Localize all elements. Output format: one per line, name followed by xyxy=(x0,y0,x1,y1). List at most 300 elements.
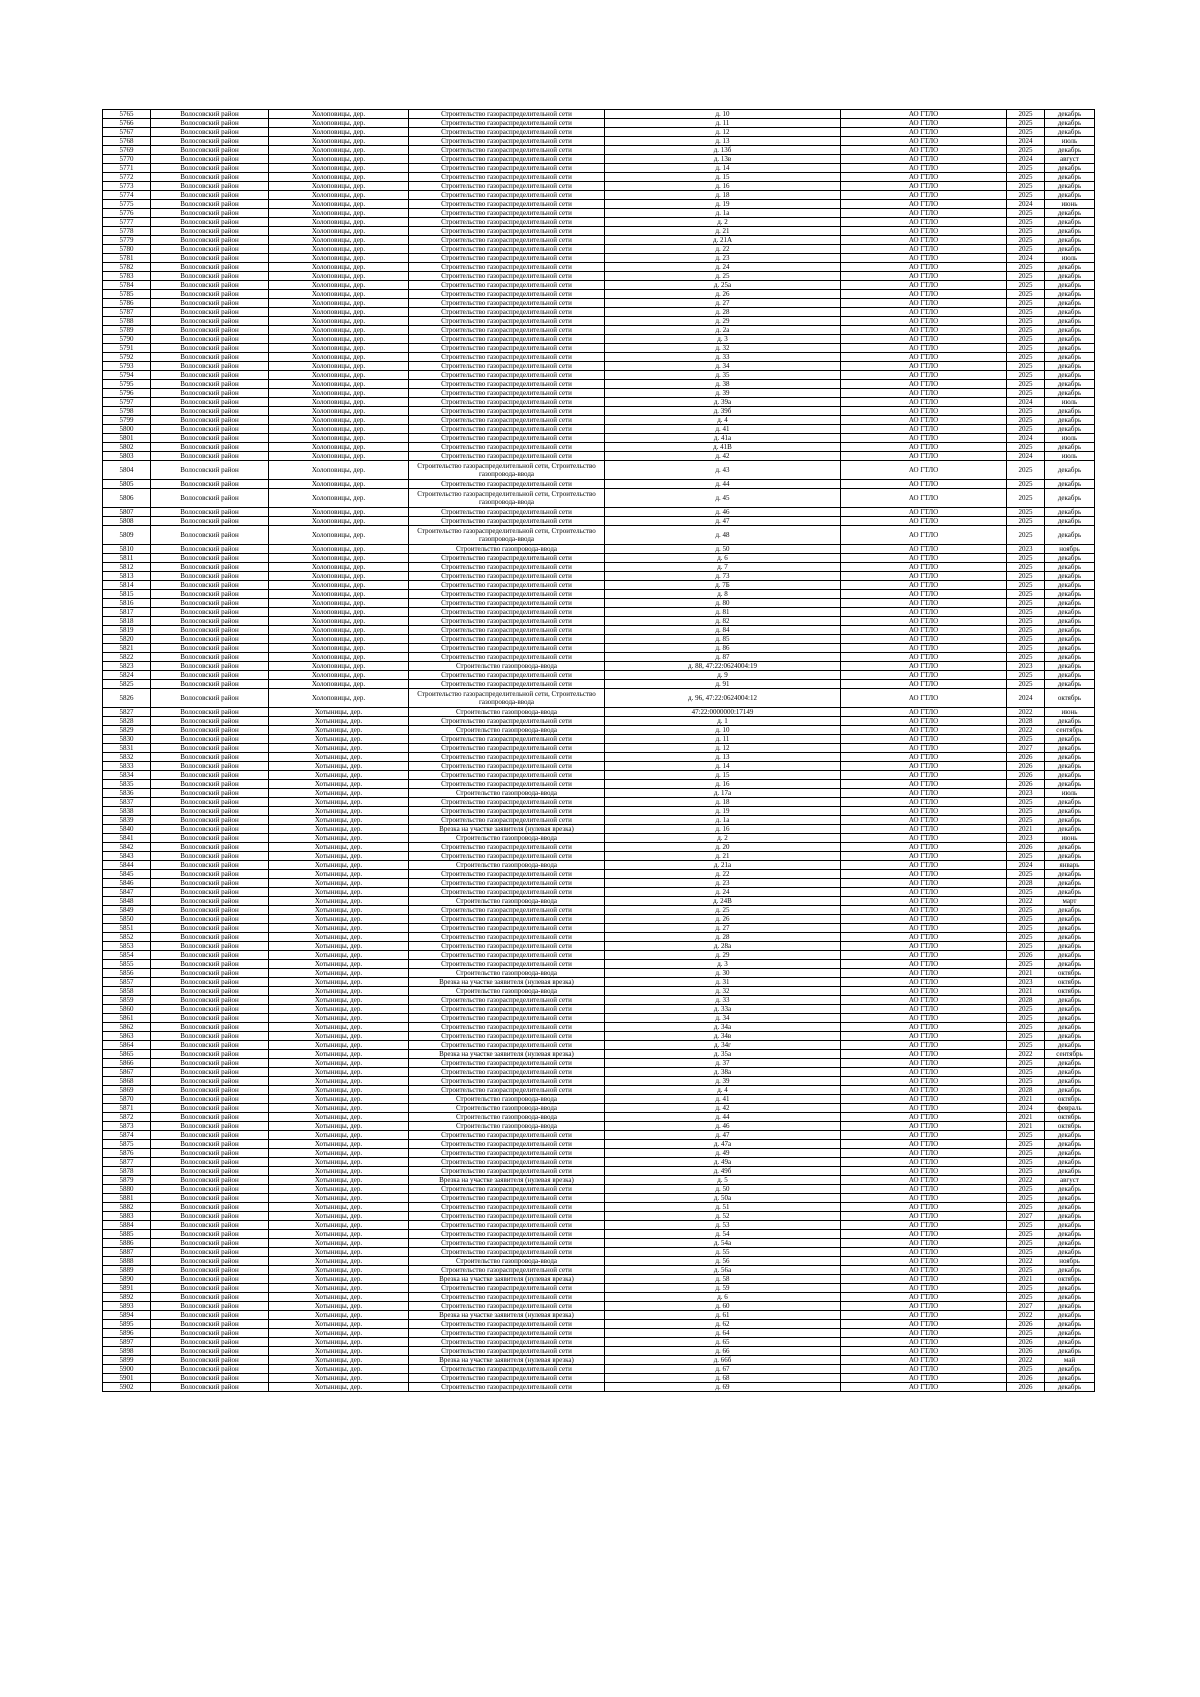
row-number: 5821 xyxy=(103,644,151,653)
row-number: 5783 xyxy=(103,272,151,281)
year-cell: 2025 xyxy=(1007,245,1045,254)
contractor-cell: АО ГТЛО xyxy=(841,209,1007,218)
district-cell: Волосовский район xyxy=(151,617,269,626)
table-row xyxy=(103,599,1095,608)
work-type-cell: Строительство газораспределительной сети xyxy=(409,209,605,218)
district-cell: Волосовский район xyxy=(151,263,269,272)
month-cell: декабрь xyxy=(1045,335,1095,344)
table-row xyxy=(103,635,1095,644)
row-number: 5894 xyxy=(103,1311,151,1320)
contractor-cell: АО ГТЛО xyxy=(841,182,1007,191)
year-cell: 2021 xyxy=(1007,969,1045,978)
settlement-cell: Хотыницы, дер. xyxy=(269,978,409,987)
table-row xyxy=(103,236,1095,245)
settlement-cell: Холоповицы, дер. xyxy=(269,335,409,344)
settlement-cell: Холоповицы, дер. xyxy=(269,155,409,164)
work-type-cell: Строительство газораспределительной сети xyxy=(409,951,605,960)
year-cell: 2024 xyxy=(1007,254,1045,263)
contractor-cell: АО ГТЛО xyxy=(841,545,1007,554)
table-row xyxy=(103,1050,1095,1059)
settlement-cell: Холоповицы, дер. xyxy=(269,128,409,137)
district-cell: Волосовский район xyxy=(151,508,269,517)
contractor-cell: АО ГТЛО xyxy=(841,906,1007,915)
district-cell: Волосовский район xyxy=(151,1032,269,1041)
contractor-cell: АО ГТЛО xyxy=(841,708,1007,717)
year-cell: 2025 xyxy=(1007,599,1045,608)
year-cell: 2025 xyxy=(1007,1023,1045,1032)
row-number: 5889 xyxy=(103,1266,151,1275)
contractor-cell: АО ГТЛО xyxy=(841,281,1007,290)
settlement-cell: Холоповицы, дер. xyxy=(269,653,409,662)
table-row xyxy=(103,572,1095,581)
settlement-cell: Холоповицы, дер. xyxy=(269,389,409,398)
row-number: 5901 xyxy=(103,1374,151,1383)
work-type-cell: Строительство газораспределительной сети xyxy=(409,335,605,344)
district-cell: Волосовский район xyxy=(151,753,269,762)
settlement-cell: Холоповицы, дер. xyxy=(269,581,409,590)
table-row xyxy=(103,608,1095,617)
contractor-cell: АО ГТЛО xyxy=(841,489,1007,508)
settlement-cell: Холоповицы, дер. xyxy=(269,398,409,407)
month-cell: декабрь xyxy=(1045,671,1095,680)
contractor-cell: АО ГТЛО xyxy=(841,816,1007,825)
month-cell: декабрь xyxy=(1045,128,1095,137)
address-cell: д. 81 xyxy=(605,608,841,617)
table-row xyxy=(103,1068,1095,1077)
year-cell: 2025 xyxy=(1007,526,1045,545)
work-type-cell: Строительство газораспределительной сети xyxy=(409,1338,605,1347)
year-cell: 2025 xyxy=(1007,1131,1045,1140)
contractor-cell: АО ГТЛО xyxy=(841,969,1007,978)
contractor-cell: АО ГТЛО xyxy=(841,1104,1007,1113)
row-number: 5792 xyxy=(103,353,151,362)
address-cell: д. 14 xyxy=(605,762,841,771)
district-cell: Волосовский район xyxy=(151,1185,269,1194)
table-row xyxy=(103,1014,1095,1023)
contractor-cell: АО ГТЛО xyxy=(841,996,1007,1005)
month-cell: октябрь xyxy=(1045,1113,1095,1122)
work-type-cell: Врезка на участке заявителя (нулевая врезка) xyxy=(409,825,605,834)
address-cell: д. 80 xyxy=(605,599,841,608)
contractor-cell: АО ГТЛО xyxy=(841,1122,1007,1131)
work-type-cell: Строительство газораспределительной сети xyxy=(409,1293,605,1302)
table-row xyxy=(103,1293,1095,1302)
settlement-cell: Холоповицы, дер. xyxy=(269,689,409,708)
settlement-cell: Хотыницы, дер. xyxy=(269,789,409,798)
settlement-cell: Холоповицы, дер. xyxy=(269,416,409,425)
settlement-cell: Хотыницы, дер. xyxy=(269,897,409,906)
year-cell: 2027 xyxy=(1007,744,1045,753)
year-cell: 2025 xyxy=(1007,653,1045,662)
work-type-cell: Строительство газораспределительной сети xyxy=(409,1239,605,1248)
settlement-cell: Холоповицы, дер. xyxy=(269,461,409,480)
month-cell: декабрь xyxy=(1045,717,1095,726)
table-row xyxy=(103,1176,1095,1185)
contractor-cell: АО ГТЛО xyxy=(841,717,1007,726)
work-type-cell: Строительство газораспределительной сети xyxy=(409,1284,605,1293)
address-cell: д. 82 xyxy=(605,617,841,626)
row-number: 5887 xyxy=(103,1248,151,1257)
year-cell: 2028 xyxy=(1007,1086,1045,1095)
work-type-cell: Строительство газораспределительной сети xyxy=(409,308,605,317)
month-cell: декабрь xyxy=(1045,146,1095,155)
month-cell: декабрь xyxy=(1045,807,1095,816)
address-cell: д. 38 xyxy=(605,380,841,389)
table-row xyxy=(103,353,1095,362)
contractor-cell: АО ГТЛО xyxy=(841,735,1007,744)
contractor-cell: АО ГТЛО xyxy=(841,924,1007,933)
month-cell: декабрь xyxy=(1045,489,1095,508)
table-row xyxy=(103,1347,1095,1356)
table-row xyxy=(103,906,1095,915)
address-cell: д. 48 xyxy=(605,526,841,545)
year-cell: 2026 xyxy=(1007,1383,1045,1392)
address-cell: д. 25а xyxy=(605,281,841,290)
year-cell: 2024 xyxy=(1007,434,1045,443)
contractor-cell: АО ГТЛО xyxy=(841,1329,1007,1338)
year-cell: 2024 xyxy=(1007,398,1045,407)
table-row xyxy=(103,1149,1095,1158)
contractor-cell: АО ГТЛО xyxy=(841,517,1007,526)
settlement-cell: Холоповицы, дер. xyxy=(269,362,409,371)
year-cell: 2021 xyxy=(1007,987,1045,996)
row-number: 5787 xyxy=(103,308,151,317)
district-cell: Волосовский район xyxy=(151,689,269,708)
settlement-cell: Хотыницы, дер. xyxy=(269,915,409,924)
table-body xyxy=(103,110,1095,1392)
work-type-cell: Строительство газораспределительной сети xyxy=(409,572,605,581)
address-cell: д. 19 xyxy=(605,807,841,816)
table-row xyxy=(103,680,1095,689)
month-cell: июль xyxy=(1045,452,1095,461)
year-cell: 2025 xyxy=(1007,1167,1045,1176)
row-number: 5797 xyxy=(103,398,151,407)
table-row xyxy=(103,371,1095,380)
row-number: 5869 xyxy=(103,1086,151,1095)
district-cell: Волосовский район xyxy=(151,344,269,353)
address-cell: д. 91 xyxy=(605,680,841,689)
month-cell: декабрь xyxy=(1045,191,1095,200)
row-number: 5880 xyxy=(103,1185,151,1194)
work-type-cell: Строительство газораспределительной сети xyxy=(409,1005,605,1014)
table-row xyxy=(103,870,1095,879)
address-cell: д. 47 xyxy=(605,1131,841,1140)
work-type-cell: Строительство газораспределительной сети xyxy=(409,870,605,879)
table-row xyxy=(103,227,1095,236)
row-number: 5886 xyxy=(103,1239,151,1248)
year-cell: 2021 xyxy=(1007,1275,1045,1284)
month-cell: июль xyxy=(1045,434,1095,443)
district-cell: Волосовский район xyxy=(151,1293,269,1302)
row-number: 5785 xyxy=(103,290,151,299)
table-row xyxy=(103,245,1095,254)
address-cell: д. 56 xyxy=(605,1257,841,1266)
work-type-cell: Строительство газораспределительной сети xyxy=(409,1023,605,1032)
contractor-cell: АО ГТЛО xyxy=(841,371,1007,380)
month-cell: декабрь xyxy=(1045,443,1095,452)
district-cell: Волосовский район xyxy=(151,353,269,362)
table-row xyxy=(103,1095,1095,1104)
address-cell: д. 2а xyxy=(605,326,841,335)
table-row xyxy=(103,816,1095,825)
row-number: 5872 xyxy=(103,1113,151,1122)
settlement-cell: Холоповицы, дер. xyxy=(269,680,409,689)
settlement-cell: Хотыницы, дер. xyxy=(269,969,409,978)
district-cell: Волосовский район xyxy=(151,1230,269,1239)
settlement-cell: Хотыницы, дер. xyxy=(269,744,409,753)
year-cell: 2028 xyxy=(1007,879,1045,888)
district-cell: Волосовский район xyxy=(151,1374,269,1383)
work-type-cell: Строительство газораспределительной сети xyxy=(409,554,605,563)
settlement-cell: Хотыницы, дер. xyxy=(269,1248,409,1257)
work-type-cell: Строительство газораспределительной сети xyxy=(409,407,605,416)
row-number: 5827 xyxy=(103,708,151,717)
contractor-cell: АО ГТЛО xyxy=(841,191,1007,200)
contractor-cell: АО ГТЛО xyxy=(841,780,1007,789)
row-number: 5852 xyxy=(103,933,151,942)
row-number: 5799 xyxy=(103,416,151,425)
settlement-cell: Хотыницы, дер. xyxy=(269,1068,409,1077)
table-row xyxy=(103,753,1095,762)
month-cell: декабрь xyxy=(1045,942,1095,951)
settlement-cell: Хотыницы, дер. xyxy=(269,708,409,717)
table-row xyxy=(103,978,1095,987)
month-cell: декабрь xyxy=(1045,371,1095,380)
month-cell: декабрь xyxy=(1045,245,1095,254)
year-cell: 2022 xyxy=(1007,1050,1045,1059)
row-number: 5861 xyxy=(103,1014,151,1023)
year-cell: 2025 xyxy=(1007,164,1045,173)
address-cell: д. 28 xyxy=(605,933,841,942)
contractor-cell: АО ГТЛО xyxy=(841,110,1007,119)
work-type-cell: Строительство газораспределительной сети xyxy=(409,200,605,209)
table-row xyxy=(103,744,1095,753)
table-row xyxy=(103,924,1095,933)
month-cell: декабрь xyxy=(1045,1023,1095,1032)
contractor-cell: АО ГТЛО xyxy=(841,1041,1007,1050)
district-cell: Волосовский район xyxy=(151,1158,269,1167)
month-cell: декабрь xyxy=(1045,290,1095,299)
contractor-cell: АО ГТЛО xyxy=(841,1284,1007,1293)
district-cell: Волосовский район xyxy=(151,1068,269,1077)
contractor-cell: АО ГТЛО xyxy=(841,146,1007,155)
work-type-cell: Строительство газораспределительной сети xyxy=(409,1149,605,1158)
address-cell: д. 43 xyxy=(605,461,841,480)
table-row xyxy=(103,1167,1095,1176)
address-cell: д. 87 xyxy=(605,653,841,662)
row-number: 5824 xyxy=(103,671,151,680)
address-cell: д. 66 xyxy=(605,1347,841,1356)
address-cell: д. 41 xyxy=(605,425,841,434)
address-cell: д. 34 xyxy=(605,362,841,371)
table-row xyxy=(103,825,1095,834)
work-type-cell: Строительство газопровода-ввода xyxy=(409,969,605,978)
address-cell: д. 27 xyxy=(605,924,841,933)
contractor-cell: АО ГТЛО xyxy=(841,1095,1007,1104)
table-row xyxy=(103,1023,1095,1032)
row-number: 5801 xyxy=(103,434,151,443)
year-cell: 2026 xyxy=(1007,843,1045,852)
year-cell: 2026 xyxy=(1007,771,1045,780)
address-cell: д. 26 xyxy=(605,915,841,924)
month-cell: декабрь xyxy=(1045,951,1095,960)
address-cell: д. 44 xyxy=(605,480,841,489)
work-type-cell: Строительство газораспределительной сети xyxy=(409,617,605,626)
row-number: 5811 xyxy=(103,554,151,563)
table-row xyxy=(103,1239,1095,1248)
district-cell: Волосовский район xyxy=(151,1122,269,1131)
row-number: 5895 xyxy=(103,1320,151,1329)
year-cell: 2022 xyxy=(1007,1311,1045,1320)
month-cell: август xyxy=(1045,1176,1095,1185)
year-cell: 2025 xyxy=(1007,335,1045,344)
address-cell: д. 41В xyxy=(605,443,841,452)
month-cell: июль xyxy=(1045,398,1095,407)
district-cell: Волосовский район xyxy=(151,254,269,263)
district-cell: Волосовский район xyxy=(151,1167,269,1176)
month-cell: декабрь xyxy=(1045,517,1095,526)
table-row xyxy=(103,1230,1095,1239)
work-type-cell: Строительство газораспределительной сети xyxy=(409,480,605,489)
table-row xyxy=(103,434,1095,443)
address-cell: д. 7Б xyxy=(605,581,841,590)
table-row xyxy=(103,155,1095,164)
address-cell: д. 8 xyxy=(605,590,841,599)
year-cell: 2025 xyxy=(1007,1014,1045,1023)
month-cell: декабрь xyxy=(1045,1131,1095,1140)
row-number: 5879 xyxy=(103,1176,151,1185)
row-number: 5859 xyxy=(103,996,151,1005)
work-type-cell: Врезка на участке заявителя (нулевая врезка) xyxy=(409,1356,605,1365)
contractor-cell: АО ГТЛО xyxy=(841,662,1007,671)
table-row xyxy=(103,1365,1095,1374)
work-type-cell: Строительство газораспределительной сети xyxy=(409,164,605,173)
table-row xyxy=(103,1302,1095,1311)
month-cell: декабрь xyxy=(1045,581,1095,590)
month-cell: декабрь xyxy=(1045,317,1095,326)
district-cell: Волосовский район xyxy=(151,879,269,888)
row-number: 5798 xyxy=(103,407,151,416)
row-number: 5844 xyxy=(103,861,151,870)
month-cell: декабрь xyxy=(1045,119,1095,128)
row-number: 5881 xyxy=(103,1194,151,1203)
year-cell: 2025 xyxy=(1007,816,1045,825)
row-number: 5834 xyxy=(103,771,151,780)
month-cell: октябрь xyxy=(1045,1275,1095,1284)
table-row xyxy=(103,209,1095,218)
address-cell: д. 2 xyxy=(605,834,841,843)
table-row xyxy=(103,182,1095,191)
row-number: 5800 xyxy=(103,425,151,434)
table-row xyxy=(103,1194,1095,1203)
work-type-cell: Строительство газораспределительной сети xyxy=(409,344,605,353)
work-type-cell: Врезка на участке заявителя (нулевая врезка) xyxy=(409,1311,605,1320)
settlement-cell: Хотыницы, дер. xyxy=(269,1338,409,1347)
row-number: 5866 xyxy=(103,1059,151,1068)
district-cell: Волосовский район xyxy=(151,416,269,425)
settlement-cell: Хотыницы, дер. xyxy=(269,933,409,942)
row-number: 5804 xyxy=(103,461,151,480)
contractor-cell: АО ГТЛО xyxy=(841,978,1007,987)
year-cell: 2025 xyxy=(1007,608,1045,617)
year-cell: 2025 xyxy=(1007,308,1045,317)
contractor-cell: АО ГТЛО xyxy=(841,380,1007,389)
contractor-cell: АО ГТЛО xyxy=(841,317,1007,326)
district-cell: Волосовский район xyxy=(151,816,269,825)
table-row xyxy=(103,545,1095,554)
month-cell: сентябрь xyxy=(1045,726,1095,735)
year-cell: 2025 xyxy=(1007,1140,1045,1149)
settlement-cell: Хотыницы, дер. xyxy=(269,1311,409,1320)
work-type-cell: Строительство газораспределительной сети xyxy=(409,371,605,380)
work-type-cell: Строительство газопровода-ввода xyxy=(409,1122,605,1131)
table-row xyxy=(103,1311,1095,1320)
work-type-cell: Строительство газораспределительной сети xyxy=(409,816,605,825)
district-cell: Волосовский район xyxy=(151,407,269,416)
table-row xyxy=(103,789,1095,798)
work-type-cell: Строительство газораспределительной сети xyxy=(409,644,605,653)
row-number: 5868 xyxy=(103,1077,151,1086)
month-cell: декабрь xyxy=(1045,209,1095,218)
district-cell: Волосовский район xyxy=(151,1050,269,1059)
district-cell: Волосовский район xyxy=(151,834,269,843)
contractor-cell: АО ГТЛО xyxy=(841,671,1007,680)
work-type-cell: Строительство газораспределительной сети xyxy=(409,227,605,236)
month-cell: декабрь xyxy=(1045,416,1095,425)
settlement-cell: Хотыницы, дер. xyxy=(269,735,409,744)
settlement-cell: Холоповицы, дер. xyxy=(269,608,409,617)
district-cell: Волосовский район xyxy=(151,1338,269,1347)
district-cell: Волосовский район xyxy=(151,128,269,137)
settlement-cell: Хотыницы, дер. xyxy=(269,852,409,861)
table-row xyxy=(103,834,1095,843)
contractor-cell: АО ГТЛО xyxy=(841,1086,1007,1095)
district-cell: Волосовский район xyxy=(151,1014,269,1023)
table-row xyxy=(103,1356,1095,1365)
address-cell: д. 50 xyxy=(605,1185,841,1194)
month-cell: октябрь xyxy=(1045,978,1095,987)
year-cell: 2025 xyxy=(1007,344,1045,353)
month-cell: октябрь xyxy=(1045,1122,1095,1131)
district-cell: Волосовский район xyxy=(151,1356,269,1365)
district-cell: Волосовский район xyxy=(151,924,269,933)
month-cell: октябрь xyxy=(1045,969,1095,978)
row-number: 5825 xyxy=(103,680,151,689)
district-cell: Волосовский район xyxy=(151,1257,269,1266)
district-cell: Волосовский район xyxy=(151,1212,269,1221)
month-cell: июнь xyxy=(1045,834,1095,843)
address-cell: д. 28а xyxy=(605,942,841,951)
row-number: 5780 xyxy=(103,245,151,254)
settlement-cell: Хотыницы, дер. xyxy=(269,942,409,951)
row-number: 5794 xyxy=(103,371,151,380)
table-row xyxy=(103,389,1095,398)
work-type-cell: Строительство газораспределительной сети xyxy=(409,191,605,200)
contractor-cell: АО ГТЛО xyxy=(841,353,1007,362)
address-cell: д. 16 xyxy=(605,780,841,789)
work-type-cell: Строительство газораспределительной сети xyxy=(409,218,605,227)
address-cell: д. 16 xyxy=(605,825,841,834)
work-type-cell: Строительство газораспределительной сети xyxy=(409,1068,605,1077)
address-cell: д. 85 xyxy=(605,635,841,644)
contractor-cell: АО ГТЛО xyxy=(841,1131,1007,1140)
address-cell: д. 22 xyxy=(605,870,841,879)
settlement-cell: Хотыницы, дер. xyxy=(269,960,409,969)
month-cell: декабрь xyxy=(1045,380,1095,389)
settlement-cell: Холоповицы, дер. xyxy=(269,644,409,653)
work-type-cell: Строительство газораспределительной сети xyxy=(409,1212,605,1221)
year-cell: 2025 xyxy=(1007,1266,1045,1275)
